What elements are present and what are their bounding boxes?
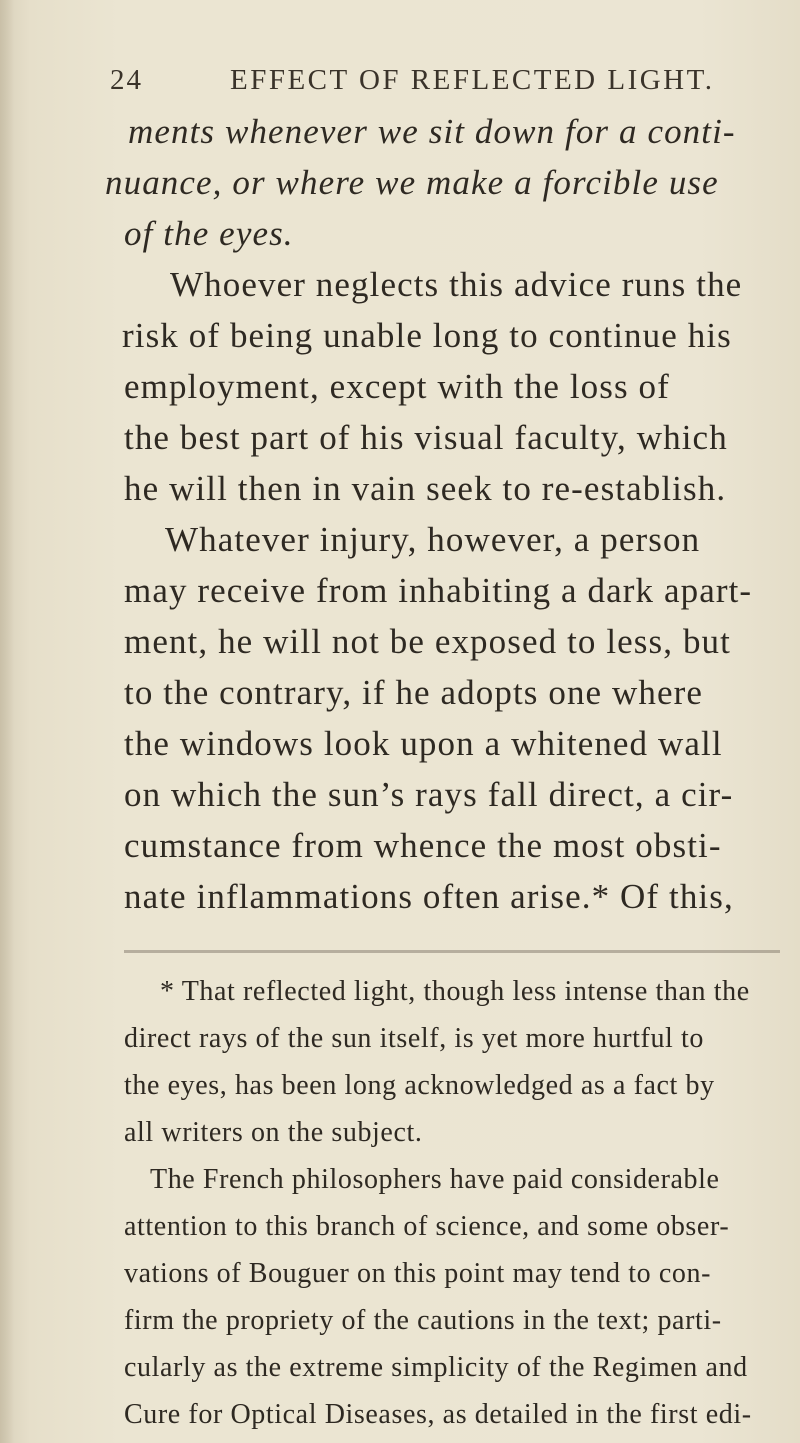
running-head: EFFECT OF REFLECTED LIGHT. (230, 64, 715, 96)
footnote-line: firm the propriety of the cautions in the text; parti- (124, 1305, 722, 1336)
text-line: cumstance from whence the most obsti- (124, 826, 722, 865)
text-line: employment, except with the loss of (124, 367, 670, 406)
footnote-line: vations of Bouguer on this point may tend to con- (124, 1258, 711, 1289)
text-line: ment, he will not be exposed to less, but (124, 622, 731, 661)
footnote-line: direct rays of the sun itself, is yet more hurtful to (124, 1023, 705, 1054)
text-line: may receive from inhabiting a dark apart- (124, 571, 753, 610)
text-line: of the eyes. (124, 214, 294, 253)
text-line: the best part of his visual faculty, which (124, 418, 728, 457)
footnote-line: all writers on the subject. (124, 1117, 423, 1148)
footnote-line: the eyes, has been long acknowledged as a fact by (124, 1070, 715, 1101)
text-line: on which the sun’s rays fall direct, a cir- (124, 775, 734, 814)
footnote-line: cularly as the extreme simplicity of the Regimen and (124, 1352, 748, 1383)
text-line: to the contrary, if he adopts one where (124, 673, 704, 712)
text-line: the windows look upon a whitened wall (124, 724, 723, 763)
text-line: ments whenever we sit down for a conti- (128, 112, 736, 151)
text-line: Whatever injury, however, a person (165, 520, 701, 559)
text-line: risk of being unable long to continue his (122, 316, 732, 355)
text-line: he will then in vain seek to re-establish. (124, 469, 727, 508)
footnote-line: The French philosophers have paid considerable (150, 1164, 720, 1195)
footnote-line: * That reflected light, though less intense than the (160, 976, 750, 1007)
text-line: nate inflammations often arise.* Of this, (124, 877, 734, 916)
footnote-line: attention to this branch of science, and some obser- (124, 1211, 730, 1242)
page-number: 24 (110, 64, 143, 96)
text-line: Whoever neglects this advice runs the (170, 265, 743, 304)
text-line: nuance, or where we make a forcible use (105, 163, 719, 202)
footnote-line: Cure for Optical Diseases, as detailed in the first edi- (124, 1399, 752, 1430)
